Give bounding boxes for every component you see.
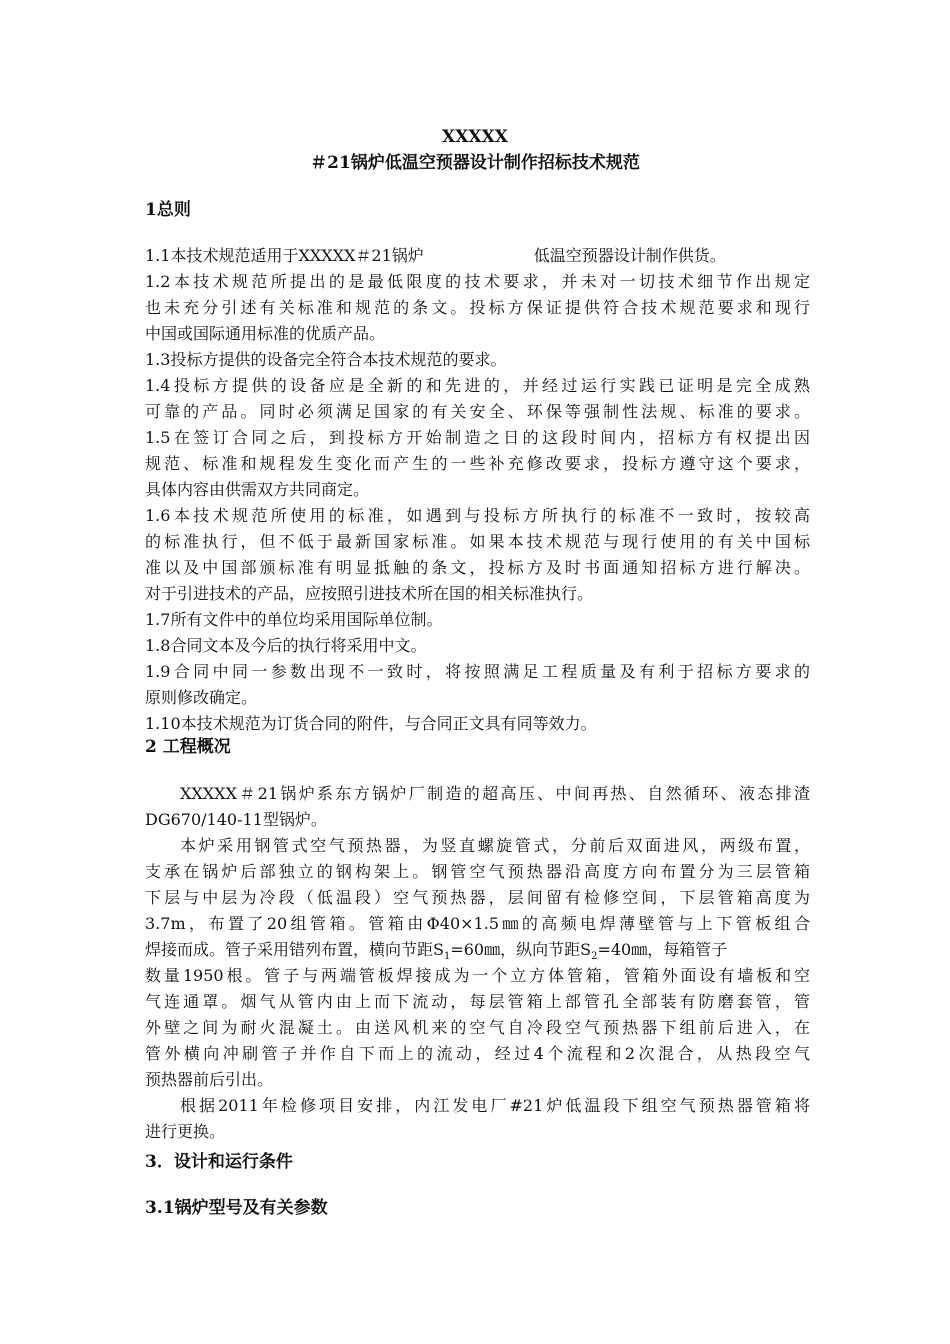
text-line: 根据2011年检修项目安排，内江发电厂#21炉低温段下组空气预热器管箱将 [180,1096,810,1115]
text-line: 1.9合同中同一参数出现不一致时，将按照满足工程质量及有利于招标方要求的 [145,662,810,681]
section-3-1-heading: 3.1锅炉型号及有关参数 [145,1198,328,1218]
text-segment: =40㎜，每箱管子 [597,940,728,959]
clause-1-1 [145,243,810,269]
subscript: 2 [591,951,598,963]
text-line: 下层与中层为冷段（低温段）空气预热器，层间留有检修空间，下层管箱高度为 [145,888,810,907]
text-line: 可靠的产品。同时必须满足国家的有关安全、环保等强制性法规、标准的要求。 [145,402,810,421]
text-line: 的标准执行，但不低于最新国家标准。如果本技术规范与现行使用的有关中国标 [145,532,810,551]
text-line: 1.3投标方提供的设备完全符合本技术规范的要求。 [145,350,507,369]
text-line: 气连通罩。烟气从管内由上而下流动，每层管箱上部管孔全部装有防磨套管，管 [145,992,810,1011]
text-line: 1.8合同文本及今后的执行将采用中文。 [145,636,427,655]
doc-title-line2: ＃21锅炉低温空预器设计制作招标技术规范 [310,153,640,173]
section-1-heading: 1总则 [145,200,191,220]
text-line: 管外横向冲刷管子并作自下而上的流动，经过4个流程和2次混合，从热段空气 [145,1044,810,1063]
text-line: 准以及中国部颁标准有明显抵触的条文，投标方及时书面通知招标方进行解决。 [145,558,810,577]
text-line: 也未充分引述有关标准和规范的条文。投标方保证提供符合技术规范要求和现行 [145,298,810,317]
text-line: 3.7m，布置了20组管箱。管箱由Φ40×1.5㎜的高频电焊薄壁管与上下管板组合 [145,914,810,933]
text-line: 1.5在签订合同之后，到投标方开始制造之日的这段时间内，招标方有权提出因 [145,428,810,447]
text-line: 1.10本技术规范为订货合同的附件，与合同正文具有同等效力。 [145,714,597,733]
section-2-heading: 2 工程概况 [145,737,231,757]
text-line: 本炉采用钢管式空气预热器，为竖直螺旋管式，分前后双面进风，两级布置， [180,836,810,855]
text-line: 支承在锅炉后部独立的钢构架上。钢管空气预热器沿高度方向布置分为三层管箱 [145,862,810,881]
doc-title-line1: XXXXX [442,127,508,147]
text-line: 1.7所有文件中的单位均采用国际单位制。 [145,610,443,629]
subscript: 1 [443,951,451,963]
text-line: 中国或国际通用标准的优质产品。 [145,324,386,343]
text-line: 具体内容由供需双方共同商定。 [145,480,370,499]
text-line: 1.2本技术规范所提出的是最低限度的技术要求，并未对一切技术细节作出规定 [145,272,810,291]
text-line: DG670/140-11型锅炉。 [145,810,327,829]
text-line: 进行更换。 [145,1122,226,1141]
text-line: 数量1950根。管子与两端管板焊接成为一个立方体管箱，管箱外面设有墙板和空 [145,966,810,985]
text-segment: =60㎜，纵向节距S [450,940,592,959]
text-line: 外壁之间为耐火混凝土。由送风机来的空气自冷段空气预热器下组前后进入，在 [145,1018,810,1037]
text-line: 对于引进技术的产品，应按照引进技术所在国的相关标准执行。 [145,584,594,603]
text-line: 1.6本技术规范所使用的标准，如遇到与投标方所执行的标准不一致时，按较高 [145,506,810,525]
clause-1-1-part-a: 1.1本技术规范适用于XXXXX＃21锅炉 [145,246,424,265]
text-line: 原则修改确定。 [145,688,258,707]
text-segment: 焊接而成。管子采用错列布置，横向节距S [145,940,444,959]
section-3-heading: 3．设计和运行条件 [145,1152,293,1172]
text-line: 1.4投标方提供的设备应是全新的和先进的，并经过运行实践已证明是完全成熟 [145,376,810,395]
text-line: 预热器前后引出。 [145,1070,274,1089]
clause-1-1-part-b: 低温空预器设计制作供货。 [533,246,726,265]
text-line: XXXXX＃21锅炉系东方锅炉厂制造的超高压、中间再热、自然循环、液态排渣 [180,784,810,803]
text-line: 规范、标准和规程发生变化而产生的一些补充修改要求，投标方遵守这个要求， [145,454,810,473]
